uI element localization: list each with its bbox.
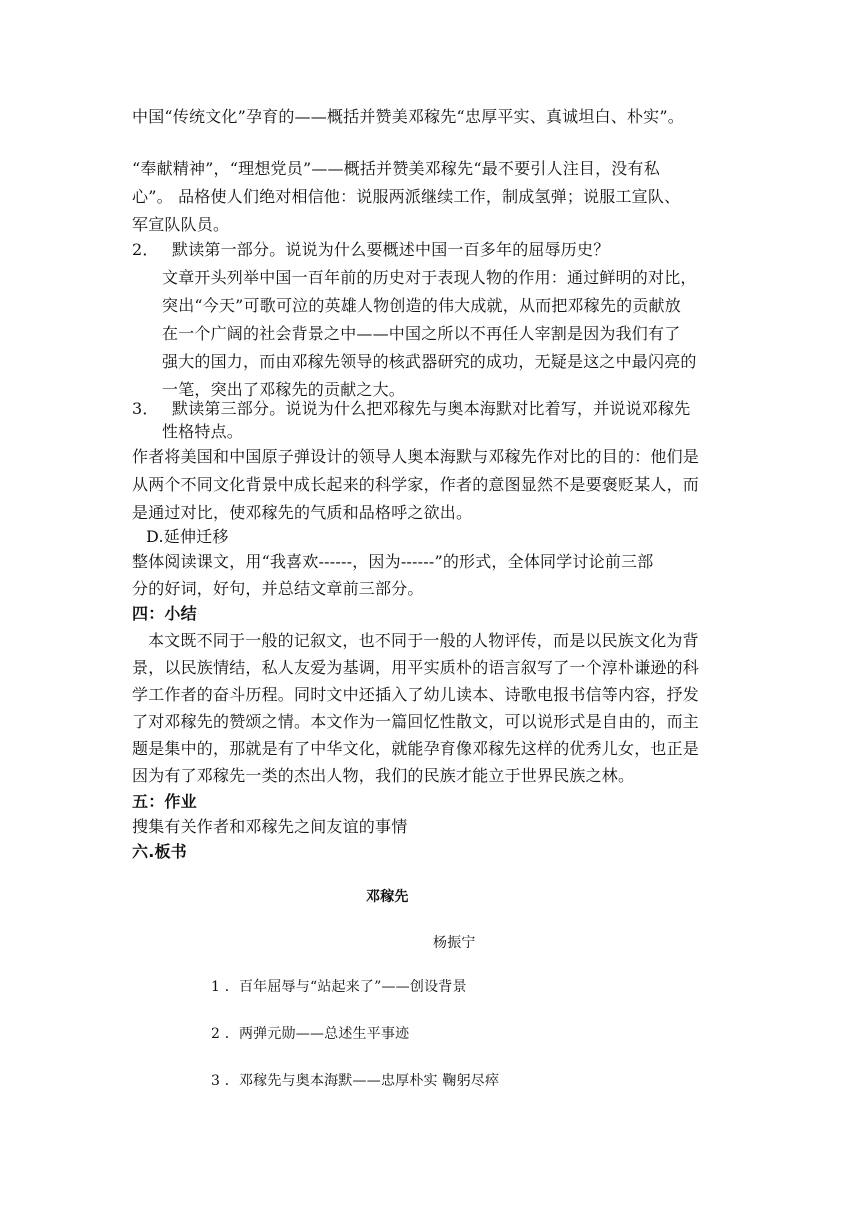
question-2-answer-line: 一笔，突出了邓稼先的贡献之大。 bbox=[162, 380, 406, 399]
board-item: 1 ．百年屈辱与“站起来了”——创设背景 bbox=[211, 979, 467, 995]
question-3-answer-line: 是通过对比，使邓稼先的气质和品格呼之欲出。 bbox=[132, 503, 473, 522]
question-3-answer-line: 作者将美国和中国原子弹设计的领导人奥本海默与邓稼先作对比的目的：他们是 bbox=[132, 447, 700, 466]
question-2-number: 2． bbox=[132, 240, 159, 259]
paragraph-dedication-line-3: 军宣队队员。 bbox=[132, 215, 230, 234]
question-2-answer-line: 突出“今天”可歌可泣的英雄人物创造的伟大成就，从而把邓稼先的贡献放 bbox=[162, 296, 681, 315]
question-3-number: 3． bbox=[132, 399, 159, 418]
section-5-heading: 五：作业 bbox=[132, 792, 197, 811]
question-3-answer-line: 从两个不同文化背景中成长起来的科学家，作者的意图显然不是要褒贬某人，而 bbox=[132, 475, 700, 494]
question-2-text: 默读第一部分。说说为什么要概述中国一百多年的屈辱历史？ bbox=[172, 240, 610, 259]
question-2-answer-line: 文章开头列举中国一百年前的历史对于表现人物的作用：通过鲜明的对比， bbox=[162, 268, 697, 287]
question-3-text: 默读第三部分。说说为什么把邓稼先与奥本海默对比着写，并说说邓稼先 bbox=[172, 399, 691, 418]
paragraph-dedication-line-2: 心”。 品格使人们绝对相信他：说服两派继续工作，制成氢弹；说服工宣队、 bbox=[132, 187, 681, 206]
question-3-text-continued: 性格特点。 bbox=[162, 422, 244, 441]
section-6-heading: 六.板书 bbox=[132, 842, 187, 861]
section-4-heading: 四：小结 bbox=[132, 604, 197, 623]
board-item: 3 ．邓稼先与奥本海默——忠厚朴实 鞠躬尽瘁 bbox=[211, 1073, 500, 1089]
section-d-title: D.延伸迁移 bbox=[146, 527, 229, 546]
summary-line: 景，以民族情结，私人友爱为基调，用平实质朴的语言叙写了一个淳朴谦逊的科 bbox=[132, 658, 700, 677]
board-author: 杨振宁 bbox=[433, 935, 476, 951]
question-2-answer-line: 在一个广阔的社会背景之中——中国之所以不再任人宰割是因为我们有了 bbox=[162, 324, 681, 343]
paragraph-dedication-line-1: “奉献精神”，“理想党员”——概括并赞美邓稼先“最不要引人注目，没有私 bbox=[132, 159, 660, 178]
summary-line: 本文既不同于一般的记叙文，也不同于一般的人物评传，而是以民族文化为背 bbox=[148, 631, 699, 650]
summary-line: 题是集中的，那就是有了中华文化，就能孕育像邓稼先这样的优秀儿女，也正是 bbox=[132, 739, 700, 758]
board-item: 2 ．两弹元勋——总述生平事迹 bbox=[211, 1026, 410, 1042]
question-2-answer-line: 强大的国力，而由邓稼先领导的核武器研究的成功，无疑是这之中最闪亮的 bbox=[162, 352, 697, 371]
summary-line: 了对邓稼先的赞颂之情。本文作为一篇回忆性散文，可以说形式是自由的，而主 bbox=[132, 712, 700, 731]
homework-line: 搜集有关作者和邓稼先之间友谊的事情 bbox=[132, 817, 408, 836]
paragraph-traditional-culture: 中国“传统文化”孕育的——概括并赞美邓稼先“忠厚平实、真诚坦白、朴实”。 bbox=[132, 107, 684, 126]
summary-line: 学工作者的奋斗历程。同时文中还插入了幼儿读本、诗歌电报书信等内容，抒发 bbox=[132, 685, 700, 704]
summary-line: 因为有了邓稼先一类的杰出人物，我们的民族才能立于世界民族之林。 bbox=[132, 766, 635, 785]
board-title: 邓稼先 bbox=[366, 889, 409, 905]
section-d-line: 整体阅读课文，用“我喜欢------，因为------”的形式，全体同学讨论前三部 bbox=[132, 552, 654, 571]
section-d-line: 分的好词，好句，并总结文章前三部分。 bbox=[132, 579, 424, 598]
